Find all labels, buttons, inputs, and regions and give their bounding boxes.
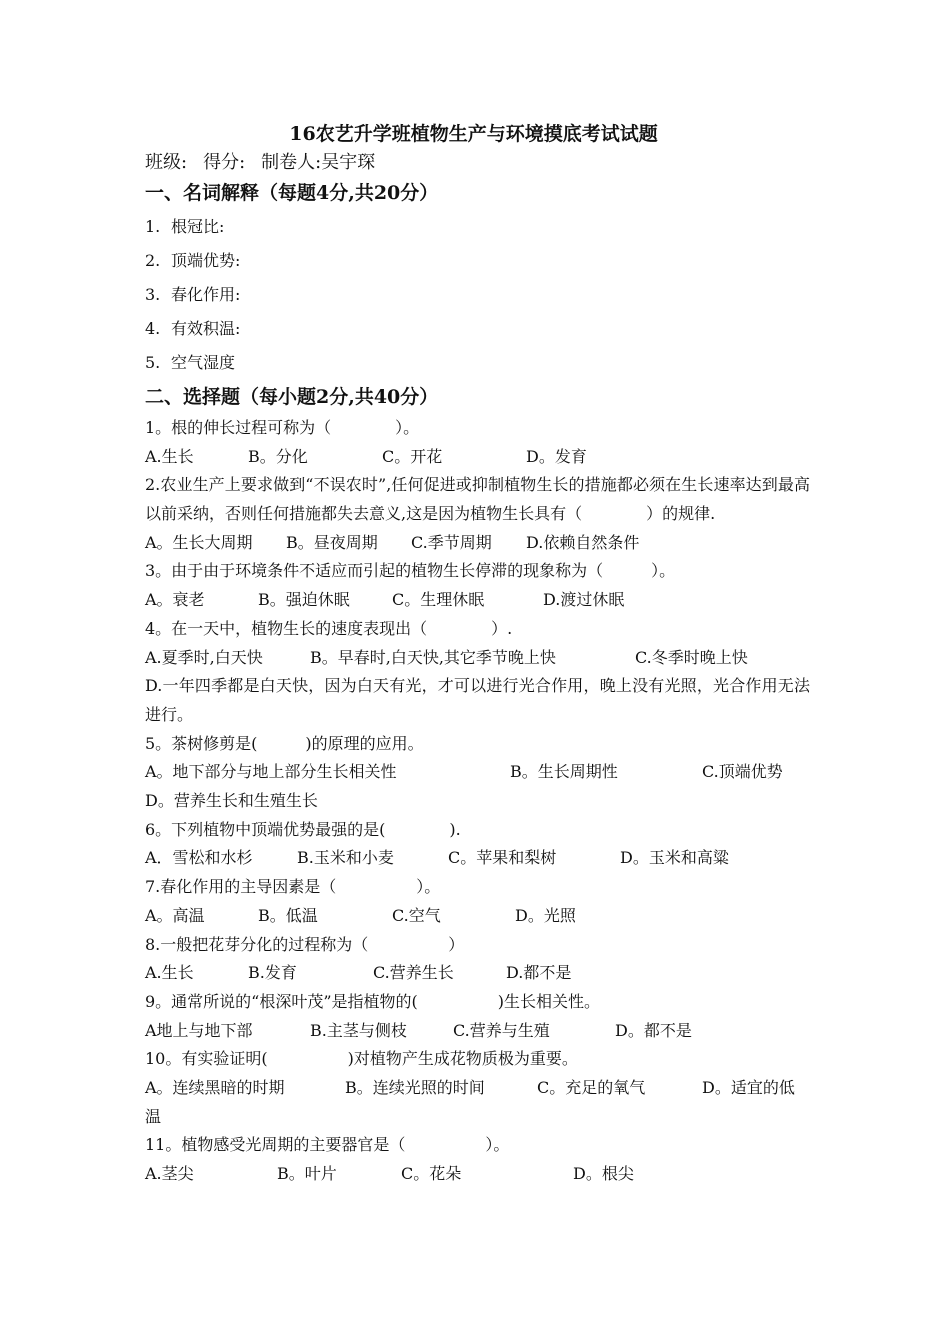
option: C.营养与生殖 <box>453 1020 550 1040</box>
option: D。发育 <box>526 446 587 466</box>
option: A地上与地下部 <box>145 1020 253 1040</box>
option: B。叶片 <box>277 1164 337 1184</box>
option: A。衰老 <box>145 590 205 610</box>
class-label: 班级: <box>145 152 188 173</box>
question-options <box>145 529 810 558</box>
option: B。生长周期性 <box>510 762 618 782</box>
question-options <box>145 902 810 931</box>
option: A。生长大周期 <box>145 532 253 552</box>
option: D。根尖 <box>573 1164 634 1184</box>
question-options <box>145 1160 810 1189</box>
question-options <box>145 959 810 988</box>
exam-page <box>145 118 810 1189</box>
option: A.茎尖 <box>145 1164 194 1184</box>
option: A.夏季时,白天快 <box>145 647 263 667</box>
option: A．雪松和水杉 <box>145 848 253 868</box>
question-text: 5。茶树修剪是( )的原理的应用。 <box>145 733 424 753</box>
option: D。都不是 <box>615 1020 692 1040</box>
option: B。早春时,白天快,其它季节晚上快 <box>310 647 556 667</box>
question-text: 6。下列植物中顶端优势最强的是( ). <box>145 819 461 839</box>
author-label: 制卷人:吴宇琛 <box>261 152 376 173</box>
option: C。生理休眠 <box>392 590 485 610</box>
option: D.都不是 <box>506 963 572 983</box>
option-extra: 温 <box>145 1106 162 1126</box>
option: B.玉米和小麦 <box>297 848 394 868</box>
term-item: 3. 春化作用: <box>145 285 241 304</box>
option: C。花朵 <box>401 1164 462 1184</box>
question-options <box>145 586 810 615</box>
section-heading: 二、选择题（每小题2分,共40分） <box>145 386 439 408</box>
question-options <box>145 844 810 873</box>
question-text: 3。由于由于环境条件不适应而引起的植物生长停滞的现象称为（ ）。 <box>145 561 676 581</box>
header-meta <box>145 150 810 176</box>
option: A。连续黑暗的时期 <box>145 1078 285 1098</box>
term-item: 5. 空气湿度 <box>145 353 236 372</box>
option: C.顶端优势 <box>702 762 783 782</box>
option-extra: D.一年四季都是白天快，因为白天有光，才可以进行光合作用，晚上没有光照，光合作用无法进行。 <box>145 676 810 724</box>
question-text: 2.农业生产上要求做到“不误农时”,任何促进或抑制植物生长的措施都必须在生长速率达到最高以前采纳，否则任何措施都失去意义,这是因为植物生长具有（ ）的规律. <box>145 475 810 524</box>
option: C.营养生长 <box>373 963 454 983</box>
option: B.主茎与侧枝 <box>310 1020 407 1040</box>
option: B。强迫休眠 <box>258 590 350 610</box>
page-title: 16农艺升学班植物生产与环境摸底考试试题 <box>289 123 658 145</box>
option: A。地下部分与地上部分生长相关性 <box>145 762 397 782</box>
option: B。连续光照的时间 <box>345 1078 485 1098</box>
option: D.依赖自然条件 <box>526 532 640 552</box>
option: C.季节周期 <box>411 532 492 552</box>
option: D.渡过休眠 <box>543 590 625 610</box>
option-extra: D。营养生长和生殖生长 <box>145 791 318 811</box>
option: D。光照 <box>515 905 576 925</box>
question-options <box>145 1074 810 1103</box>
question-text: 4。在一天中，植物生长的速度表现出（ ）. <box>145 618 513 638</box>
option: A.生长 <box>145 963 194 983</box>
option: B。昼夜周期 <box>286 532 378 552</box>
option: C。苹果和梨树 <box>448 848 557 868</box>
question-text: 9。通常所说的“根深叶茂”是指植物的( )生长相关性。 <box>145 991 601 1011</box>
term-item: 2. 顶端优势: <box>145 251 241 270</box>
option: B。低温 <box>258 905 318 925</box>
score-label: 得分: <box>203 152 246 173</box>
question-options <box>145 1017 810 1046</box>
option: B.发育 <box>248 963 297 983</box>
question-text: 8.一般把花芽分化的过程称为（ ） <box>145 934 465 954</box>
question-options <box>145 758 810 787</box>
question-text: 7.春化作用的主导因素是（ ）。 <box>145 877 441 897</box>
question-text: 1。根的伸长过程可称为（ ）。 <box>145 418 420 437</box>
option: A。高温 <box>145 905 205 925</box>
option: C.空气 <box>392 905 441 925</box>
question-options <box>145 644 810 673</box>
option: D。适宜的低 <box>702 1078 795 1098</box>
option: C。充足的氧气 <box>537 1078 646 1098</box>
option: B。分化 <box>248 446 308 466</box>
section-heading: 一、名词解释（每题4分,共20分） <box>145 182 439 204</box>
option: D。玉米和高粱 <box>620 848 729 868</box>
term-item: 1. 根冠比: <box>145 217 225 236</box>
term-item: 4. 有效积温: <box>145 319 241 338</box>
option: C.冬季时晚上快 <box>635 647 748 667</box>
question-options <box>145 443 810 472</box>
question-text: 10。有实验证明( )对植物产生成花物质极为重要。 <box>145 1049 578 1069</box>
question-text: 11。植物感受光周期的主要器官是（ ）。 <box>145 1135 510 1155</box>
option: A.生长 <box>145 446 194 466</box>
option: C。开花 <box>382 446 443 466</box>
